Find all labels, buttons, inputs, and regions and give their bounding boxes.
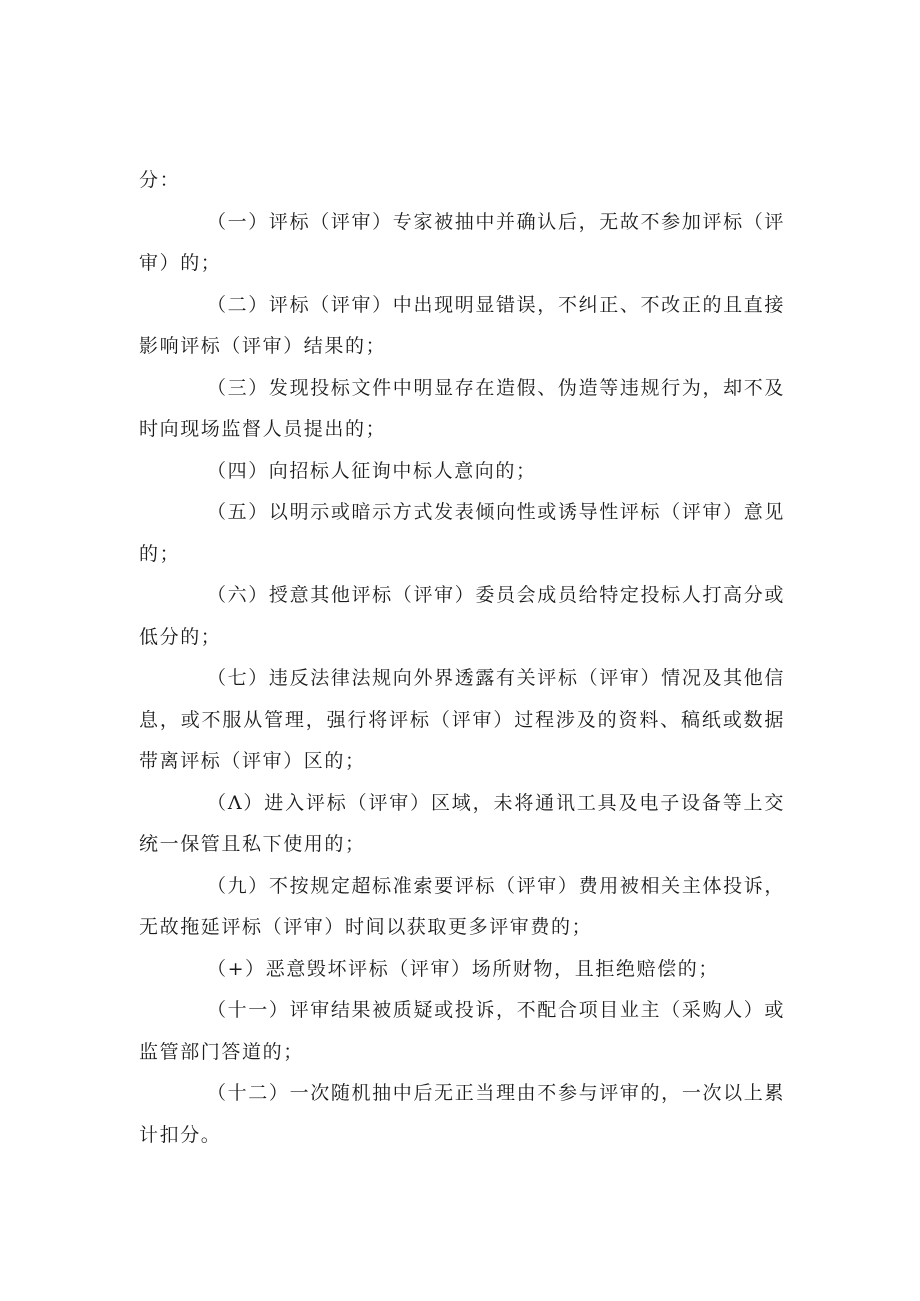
list-item-12: （十二）一次随机抽中后无正当理由不参与评审的，一次以上累计扣分。: [139, 1082, 785, 1146]
list-item-10: （+）恶意毁坏评标（评审）场所财物，且拒绝赔偿的；: [207, 957, 719, 980]
list-item-11: （十一）评审结果被质疑或投诉，不配合项目业主（采购人）或监管部门答道的；: [139, 999, 785, 1063]
list-item-8: （Λ）进入评标（评审）区域，未将通讯工具及电子设备等上交统一保管且私下使用的；: [139, 791, 785, 855]
list-item-3: （三）发现投标文件中明显存在造假、伪造等违规行为，却不及时向现场监督人员提出的；: [139, 376, 785, 440]
intro-line: 分：: [139, 169, 181, 191]
list-item-6: （六）授意其他评标（评审）委员会成员给特定投标人打高分或低分的；: [139, 584, 785, 648]
document-body: [139, 160, 785, 1156]
list-item-5: （五）以明示或暗示方式发表倾向性或诱导性评标（评审）意见的；: [139, 501, 785, 565]
list-item-2: （二）评标（评审）中出现明显错误，不纠正、不改正的且直接影响评标（评审）结果的；: [139, 293, 785, 357]
list-item-4: （四）向招标人征询中标人意向的；: [207, 459, 537, 482]
list-item-1: （一）评标（评审）专家被抽中并确认后，无故不参加评标（评审）的；: [139, 210, 785, 274]
list-item-9: （九）不按规定超标准索要评标（评审）费用被相关主体投诉，无故拖延评标（评审）时间以获取更多评审费的；: [139, 874, 785, 938]
list-item-7: （七）违反法律法规向外界透露有关评标（评审）情况及其他信息，或不服从管理，强行将评标（评审）过程涉及的资料、稿纸或数据带离评标（评审）区的；: [139, 667, 785, 772]
